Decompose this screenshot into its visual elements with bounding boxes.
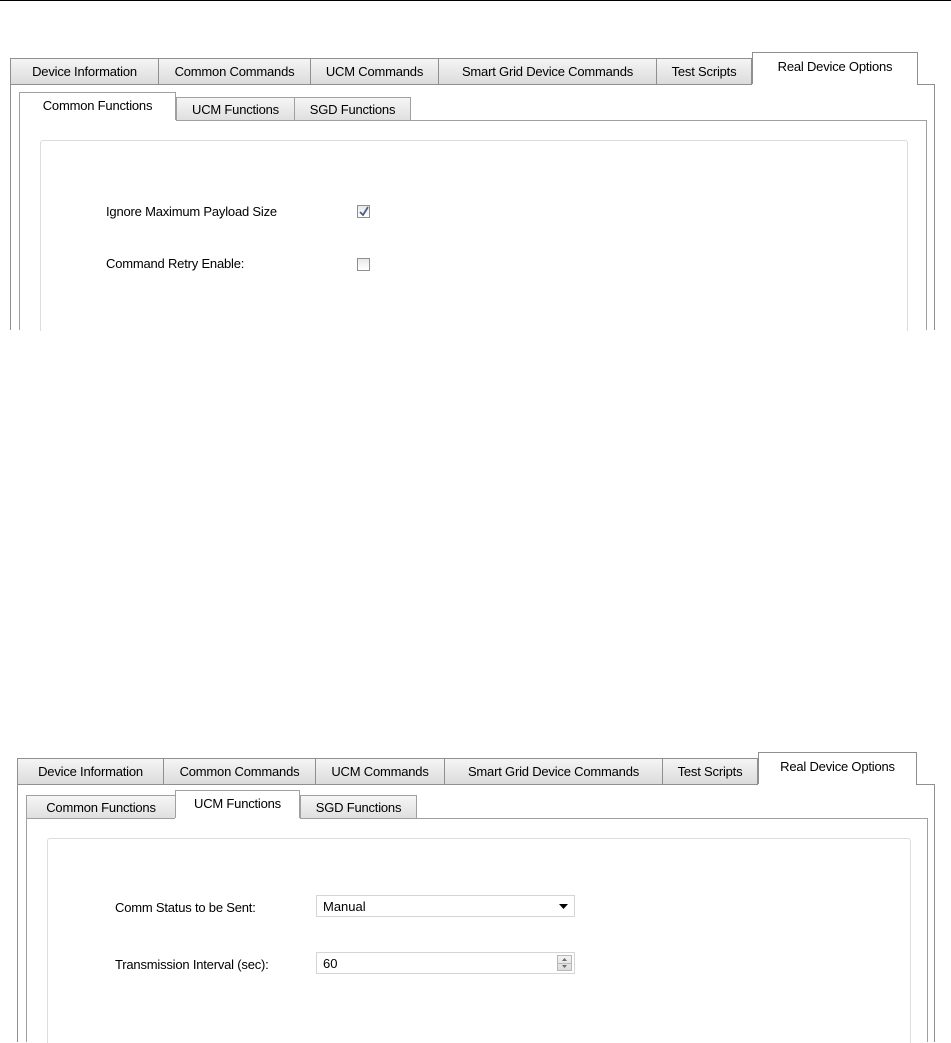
subtab-baseline <box>176 120 927 121</box>
tab-label: Device Information <box>38 764 143 779</box>
sub-tab-bar <box>19 92 919 120</box>
subtab-baseline <box>300 818 928 819</box>
tab-baseline <box>916 784 935 785</box>
subtab-sgd-functions[interactable] <box>294 97 411 120</box>
subtab-label: UCM Functions <box>192 101 279 117</box>
check-icon <box>359 206 369 217</box>
tab-common-commands[interactable] <box>163 758 315 784</box>
settings-group <box>47 838 911 1043</box>
tab-label: Common Commands <box>179 764 300 779</box>
tab-smart-grid-device-commands[interactable] <box>444 758 662 784</box>
comm-status-value: Manual <box>323 899 366 914</box>
tab-ucm-commands[interactable] <box>315 758 444 784</box>
main-tab-bar <box>17 752 935 784</box>
subtab-sgd-functions[interactable] <box>300 795 417 818</box>
tab-baseline <box>17 784 758 785</box>
subpanel-border-left <box>26 818 27 1042</box>
settings-group <box>40 140 908 331</box>
tab-ucm-commands[interactable] <box>310 58 438 84</box>
tab-label: UCM Commands <box>325 64 424 79</box>
transmission-interval-label: Transmission Interval (sec): <box>115 957 269 972</box>
subtab-ucm-functions[interactable] <box>175 790 300 818</box>
subtab-label: SGD Functions <box>309 101 396 117</box>
tab-common-commands[interactable] <box>158 58 310 84</box>
tab-device-information[interactable] <box>17 758 163 784</box>
chevron-down-icon <box>559 904 568 909</box>
subtab-baseline <box>26 818 175 819</box>
retry-enable-label: Command Retry Enable: <box>106 256 245 271</box>
tab-test-scripts[interactable] <box>656 58 752 84</box>
tab-baseline <box>10 84 752 85</box>
panel-border-left <box>17 784 18 1042</box>
tab-label: Smart Grid Device Commands <box>467 764 640 779</box>
tab-label: Test Scripts <box>671 64 737 79</box>
spin-arrows-icon[interactable] <box>557 955 572 971</box>
subtab-label: Common Functions <box>46 799 156 815</box>
options-panel-ucm <box>17 752 935 1042</box>
main-tab-bar <box>10 52 935 84</box>
panel-border-right <box>934 784 935 1042</box>
tab-label: Device Information <box>32 64 137 79</box>
tab-smart-grid-device-commands[interactable] <box>438 58 656 84</box>
ignore-payload-checkbox[interactable] <box>357 205 370 218</box>
comm-status-label: Comm Status to be Sent: <box>115 900 256 915</box>
tab-label: Real Device Options <box>777 59 893 74</box>
subtab-label: Common Functions <box>42 98 153 113</box>
tab-label: Test Scripts <box>677 764 743 779</box>
transmission-interval-value: 60 <box>323 956 338 971</box>
tab-baseline <box>917 84 935 85</box>
retry-enable-checkbox[interactable] <box>357 258 370 271</box>
tab-test-scripts[interactable] <box>662 758 758 784</box>
tab-real-device-options[interactable] <box>752 52 918 84</box>
subtab-common-functions[interactable] <box>19 92 176 120</box>
subpanel-border-right <box>926 120 927 330</box>
tab-label: Real Device Options <box>780 759 895 774</box>
spin-divider <box>558 963 571 964</box>
subtab-label: UCM Functions <box>194 796 281 811</box>
transmission-interval-spinner[interactable] <box>316 952 575 974</box>
tab-label: Common Commands <box>174 64 295 79</box>
top-divider <box>0 0 951 1</box>
sub-tab-bar <box>26 790 926 818</box>
subpanel-border-left <box>19 120 20 330</box>
panel-border-right <box>934 84 935 330</box>
options-panel-common <box>10 52 935 330</box>
tab-real-device-options[interactable] <box>758 752 917 784</box>
comm-status-dropdown[interactable] <box>316 895 575 917</box>
subtab-label: SGD Functions <box>315 799 402 815</box>
subtab-ucm-functions[interactable] <box>176 97 294 120</box>
panel-border-left <box>10 84 11 330</box>
tab-label: Smart Grid Device Commands <box>461 64 634 79</box>
ignore-payload-label: Ignore Maximum Payload Size <box>106 204 277 219</box>
tab-device-information[interactable] <box>10 58 158 84</box>
tab-label: UCM Commands <box>331 764 429 779</box>
subpanel-border-right <box>927 818 928 1042</box>
subtab-common-functions[interactable] <box>26 795 175 818</box>
